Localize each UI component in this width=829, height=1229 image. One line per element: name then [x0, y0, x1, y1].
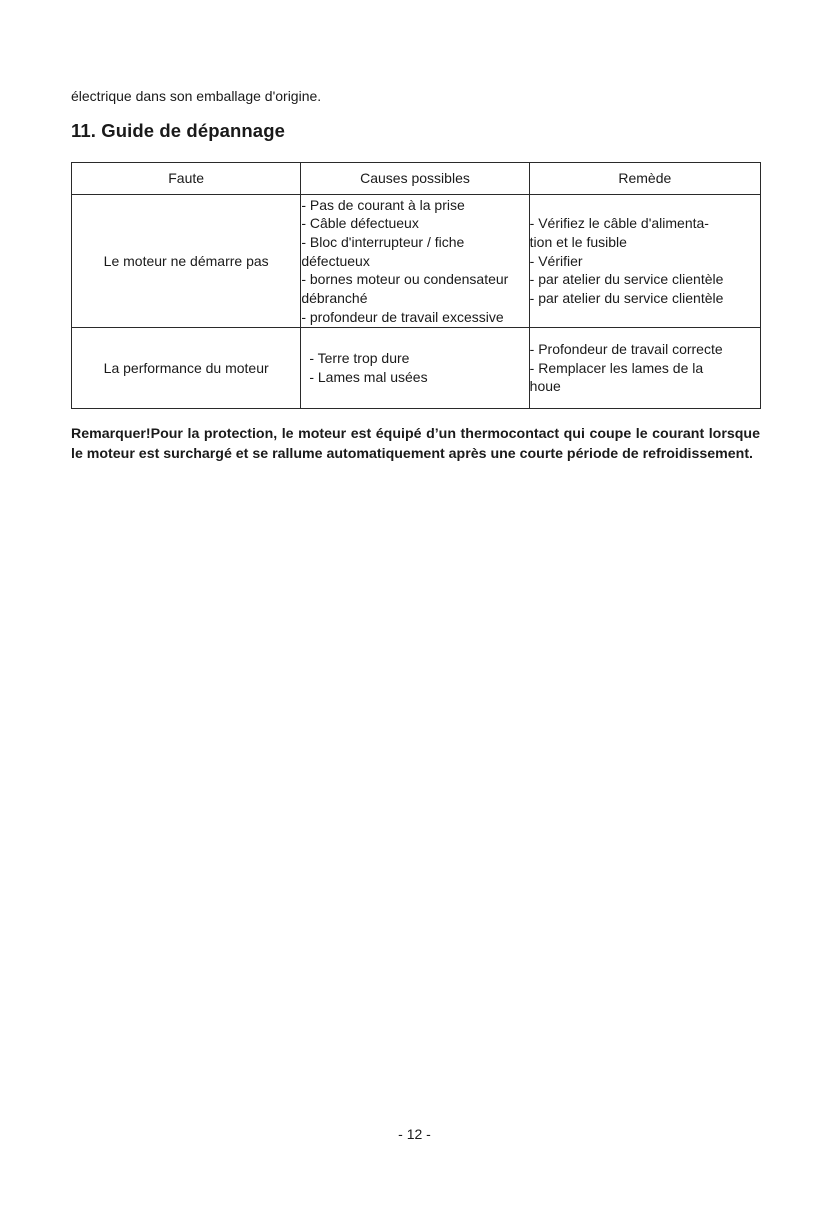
- remedy-cell: [529, 195, 760, 328]
- cause-item: - Terre trop dure: [309, 350, 410, 367]
- remedy-item: tion et le fusible: [529, 233, 627, 250]
- header-remedy: Remède: [529, 163, 760, 195]
- fault-cell: Le moteur ne démarre pas: [72, 195, 301, 328]
- remedy-cell: [529, 328, 760, 409]
- troubleshooting-table: [71, 162, 761, 409]
- causes-cell: [301, 195, 529, 328]
- remedy-item: - Vérifiez le câble d'alimenta-: [529, 215, 709, 232]
- remedy-item: - Profondeur de travail correcte: [529, 340, 723, 357]
- section-heading: 11. Guide de dépannage: [71, 120, 285, 141]
- remedy-item: - Vérifier: [529, 252, 583, 269]
- remark-note: Remarquer!Pour la protection, le moteur est équipé d’un thermocontact qui coupe le courant lorsque le moteur est surchargé et se rallume automatiquement après une courte période de refroidissement.: [71, 426, 760, 462]
- cause-item: débranché: [301, 290, 368, 307]
- header-fault: Faute: [72, 163, 301, 195]
- fault-cell: La performance du moteur: [72, 328, 301, 409]
- cause-item: - Pas de courant à la prise: [301, 196, 465, 213]
- cause-item: - bornes moteur ou condensateur: [301, 271, 509, 288]
- table-header-row: [72, 163, 761, 195]
- cause-item: défectueux: [301, 252, 370, 269]
- cause-item: - Lames mal usées: [309, 369, 428, 385]
- causes-cell: [301, 328, 529, 409]
- cause-item: - Câble défectueux: [301, 215, 419, 232]
- cause-item: - Bloc d'interrupteur / fiche: [301, 233, 465, 250]
- table-row: [72, 328, 761, 409]
- page-number: - 12 -: [398, 1126, 431, 1142]
- remedy-item: - Remplacer les lames de la: [529, 359, 704, 376]
- remedy-item: - par atelier du service clientèle: [529, 271, 724, 288]
- remedy-item: - par atelier du service clientèle: [529, 290, 724, 307]
- intro-text: électrique dans son emballage d'origine.: [71, 88, 322, 104]
- cause-item: - profondeur de travail excessive: [301, 308, 504, 325]
- remedy-item: houe: [529, 378, 561, 395]
- table-row: [72, 195, 761, 328]
- header-causes: Causes possibles: [301, 163, 529, 195]
